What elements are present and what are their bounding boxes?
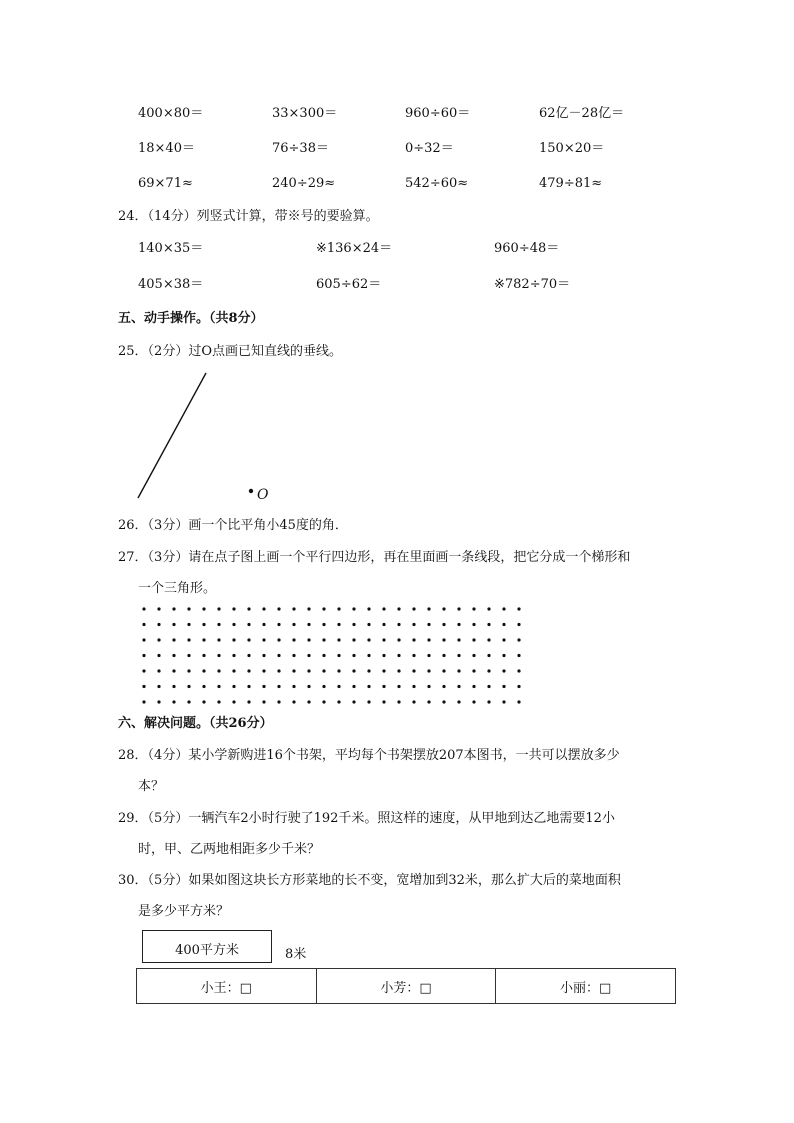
grid-dot[interactable] (247, 607, 250, 610)
grid-dot[interactable] (187, 685, 190, 688)
grid-dot[interactable] (292, 685, 295, 688)
grid-dot[interactable] (367, 700, 370, 703)
grid-dot[interactable] (187, 607, 190, 610)
grid-dot[interactable] (157, 623, 160, 626)
grid-dot[interactable] (172, 654, 175, 657)
grid-dot[interactable] (262, 607, 265, 610)
grid-dot[interactable] (472, 607, 475, 610)
grid-dot[interactable] (352, 700, 355, 703)
grid-dot[interactable] (142, 623, 145, 626)
calc-r2-c3: 479÷81≈ (539, 176, 603, 191)
grid-dot[interactable] (322, 669, 325, 672)
grid-dot[interactable] (472, 700, 475, 703)
grid-dot[interactable] (307, 685, 310, 688)
grid-dot[interactable] (232, 607, 235, 610)
grid-dot[interactable] (487, 654, 490, 657)
grid-dot[interactable] (217, 654, 220, 657)
answer-table (136, 968, 676, 1004)
grid-dot[interactable] (502, 654, 505, 657)
grid-dot[interactable] (472, 623, 475, 626)
question-25: 25．（2分）过O点画已知直线的垂线。 (118, 344, 342, 359)
grid-dot[interactable] (517, 700, 520, 703)
grid-dot[interactable] (172, 607, 175, 610)
calc-r1-c3: 150×20＝ (539, 141, 605, 156)
plot-area-label: 400平方米 (175, 943, 239, 958)
grid-dot[interactable] (367, 669, 370, 672)
grid-dot[interactable] (337, 623, 340, 626)
grid-dot[interactable] (262, 654, 265, 657)
question-29-line2: 时，甲、乙两地相距多少千米？ (138, 842, 321, 857)
dot-grid[interactable] (140, 605, 525, 705)
grid-dot[interactable] (322, 685, 325, 688)
grid-dot[interactable] (457, 607, 460, 610)
grid-dot[interactable] (172, 700, 175, 703)
calc-r1-c1: 76÷38＝ (272, 141, 329, 156)
grid-dot[interactable] (517, 685, 520, 688)
grid-dot[interactable] (337, 607, 340, 610)
grid-dot[interactable] (187, 700, 190, 703)
grid-dot[interactable] (517, 607, 520, 610)
grid-dot[interactable] (427, 685, 430, 688)
grid-dot[interactable] (292, 607, 295, 610)
grid-dot[interactable] (142, 685, 145, 688)
grid-dot[interactable] (457, 638, 460, 641)
grid-dot[interactable] (262, 700, 265, 703)
calc-r2-c1: 240÷29≈ (272, 176, 336, 191)
grid-dot[interactable] (142, 654, 145, 657)
grid-dot[interactable] (427, 638, 430, 641)
grid-dot[interactable] (487, 638, 490, 641)
grid-dot[interactable] (307, 669, 310, 672)
question-30-line1: 30．（5分）如果如图这块长方形菜地的长不变，宽增加到32米，那么扩大后的菜地面积 (118, 873, 621, 888)
grid-dot[interactable] (187, 623, 190, 626)
grid-dot[interactable] (232, 669, 235, 672)
grid-dot[interactable] (397, 669, 400, 672)
section-title-5: 五、动手操作。（共8分） (118, 311, 264, 326)
calc-r1-c0: 18×40＝ (138, 141, 195, 156)
point-o-label: O (257, 487, 269, 503)
grid-dot[interactable] (442, 638, 445, 641)
grid-dot[interactable] (142, 607, 145, 610)
calc-r1-c2: 0÷32＝ (405, 141, 454, 156)
grid-dot[interactable] (352, 669, 355, 672)
grid-dot[interactable] (487, 685, 490, 688)
grid-dot[interactable] (217, 685, 220, 688)
grid-dot[interactable] (202, 654, 205, 657)
grid-dot[interactable] (472, 685, 475, 688)
grid-dot[interactable] (337, 638, 340, 641)
grid-dot[interactable] (442, 669, 445, 672)
grid-dot[interactable] (217, 669, 220, 672)
grid-dot[interactable] (247, 638, 250, 641)
grid-dot[interactable] (277, 685, 280, 688)
grid-dot[interactable] (232, 685, 235, 688)
grid-dot[interactable] (217, 607, 220, 610)
grid-dot[interactable] (502, 685, 505, 688)
calc-r0-c3: 62亿－28亿＝ (539, 106, 625, 121)
grid-dot[interactable] (172, 669, 175, 672)
q24-r0-c2: 960÷48＝ (494, 241, 560, 256)
grid-dot[interactable] (427, 669, 430, 672)
grid-dot[interactable] (277, 700, 280, 703)
calc-r2-c0: 69×71≈ (138, 176, 193, 191)
grid-dot[interactable] (337, 654, 340, 657)
grid-dot[interactable] (307, 607, 310, 610)
vegetable-plot-rect (142, 930, 272, 963)
question-26: 26．（3分）画一个比平角小45度的角． (118, 518, 348, 533)
grid-dot[interactable] (442, 685, 445, 688)
q24-r0-c1: ※136×24＝ (316, 241, 393, 256)
grid-dot[interactable] (397, 638, 400, 641)
grid-dot[interactable] (322, 623, 325, 626)
grid-dot[interactable] (457, 700, 460, 703)
grid-dot[interactable] (157, 638, 160, 641)
grid-dot[interactable] (397, 623, 400, 626)
grid-dot[interactable] (307, 654, 310, 657)
grid-dot[interactable] (517, 654, 520, 657)
grid-dot[interactable] (232, 700, 235, 703)
grid-dot[interactable] (337, 685, 340, 688)
grid-dot[interactable] (292, 638, 295, 641)
grid-dot[interactable] (442, 654, 445, 657)
grid-dot[interactable] (382, 654, 385, 657)
grid-dot[interactable] (187, 638, 190, 641)
grid-dot[interactable] (457, 685, 460, 688)
grid-dot[interactable] (502, 638, 505, 641)
calc-r0-c1: 33×300＝ (272, 106, 338, 121)
grid-dot[interactable] (277, 638, 280, 641)
grid-dot[interactable] (262, 669, 265, 672)
answer-cell-xiaofang[interactable]: 小芳：□ (316, 969, 496, 1004)
grid-dot[interactable] (502, 669, 505, 672)
grid-dot[interactable] (427, 654, 430, 657)
answer-cell-xiaowang[interactable]: 小王：□ (137, 969, 317, 1004)
grid-dot[interactable] (142, 638, 145, 641)
question-27-line2: 一个三角形。 (138, 581, 217, 596)
grid-dot[interactable] (472, 638, 475, 641)
grid-dot[interactable] (247, 623, 250, 626)
grid-dot[interactable] (517, 669, 520, 672)
question-27-line1: 27．（3分）请在点子图上画一个平行四边形，再在里面画一条线段，把它分成一个梯形和 (118, 550, 631, 565)
question-24: 24．（14分）列竖式计算，带※号的要验算。 (118, 209, 379, 224)
grid-dot[interactable] (307, 623, 310, 626)
grid-dot[interactable] (382, 700, 385, 703)
grid-dot[interactable] (277, 607, 280, 610)
grid-dot[interactable] (517, 623, 520, 626)
grid-dot[interactable] (202, 669, 205, 672)
grid-dot[interactable] (157, 607, 160, 610)
grid-dot[interactable] (412, 669, 415, 672)
grid-dot[interactable] (412, 607, 415, 610)
grid-dot[interactable] (322, 607, 325, 610)
grid-dot[interactable] (322, 654, 325, 657)
grid-dot[interactable] (247, 654, 250, 657)
grid-dot[interactable] (427, 607, 430, 610)
grid-dot[interactable] (427, 623, 430, 626)
grid-dot[interactable] (292, 700, 295, 703)
grid-dot[interactable] (352, 623, 355, 626)
question-29-line1: 29．（5分）一辆汽车2小时行驶了192千米。照这样的速度，从甲地到达乙地需要12小 (118, 811, 615, 826)
grid-dot[interactable] (322, 700, 325, 703)
grid-dot[interactable] (217, 638, 220, 641)
grid-dot[interactable] (457, 669, 460, 672)
q25-figure (130, 370, 280, 505)
grid-dot[interactable] (142, 669, 145, 672)
grid-dot[interactable] (457, 654, 460, 657)
grid-dot[interactable] (307, 638, 310, 641)
grid-dot[interactable] (247, 685, 250, 688)
grid-dot[interactable] (352, 607, 355, 610)
q24-r1-c2: ※782÷70＝ (494, 277, 571, 292)
grid-dot[interactable] (202, 700, 205, 703)
grid-dot[interactable] (382, 607, 385, 610)
grid-dot[interactable] (352, 638, 355, 641)
grid-dot[interactable] (277, 623, 280, 626)
grid-dot[interactable] (487, 623, 490, 626)
grid-dot[interactable] (487, 669, 490, 672)
grid-dot[interactable] (247, 700, 250, 703)
grid-dot[interactable] (172, 685, 175, 688)
grid-dot[interactable] (487, 607, 490, 610)
grid-dot[interactable] (142, 700, 145, 703)
grid-dot[interactable] (337, 669, 340, 672)
answer-cell-xiaoli[interactable]: 小丽：□ (496, 969, 676, 1004)
grid-dot[interactable] (157, 700, 160, 703)
grid-dot[interactable] (502, 607, 505, 610)
grid-dot[interactable] (262, 685, 265, 688)
grid-dot[interactable] (487, 700, 490, 703)
grid-dot[interactable] (442, 700, 445, 703)
grid-dot[interactable] (277, 669, 280, 672)
grid-dot[interactable] (397, 607, 400, 610)
grid-dot[interactable] (382, 669, 385, 672)
grid-dot[interactable] (352, 654, 355, 657)
grid-dot[interactable] (412, 654, 415, 657)
question-28-line1: 28．（4分）某小学新购进16个书架，平均每个书架摆放207本图书，一共可以摆放多少 (118, 748, 620, 763)
q24-r1-c1: 605÷62＝ (316, 277, 382, 292)
grid-dot[interactable] (397, 700, 400, 703)
grid-dot[interactable] (217, 623, 220, 626)
grid-dot[interactable] (247, 669, 250, 672)
section-title-6: 六、解决问题。（共26分） (118, 716, 273, 731)
grid-dot[interactable] (337, 700, 340, 703)
q24-r1-c0: 405×38＝ (138, 277, 204, 292)
grid-dot[interactable] (367, 685, 370, 688)
grid-dot[interactable] (382, 638, 385, 641)
question-28-line2: 本？ (138, 779, 165, 794)
grid-dot[interactable] (367, 654, 370, 657)
calc-r0-c2: 960÷60＝ (405, 106, 471, 121)
grid-dot[interactable] (322, 638, 325, 641)
grid-dot[interactable] (187, 669, 190, 672)
grid-dot[interactable] (382, 685, 385, 688)
calc-r2-c2: 542÷60≈ (405, 176, 469, 191)
q24-r0-c0: 140×35＝ (138, 241, 204, 256)
grid-dot[interactable] (202, 607, 205, 610)
grid-dot[interactable] (277, 654, 280, 657)
grid-dot[interactable] (367, 623, 370, 626)
grid-dot[interactable] (412, 623, 415, 626)
grid-dot[interactable] (292, 654, 295, 657)
grid-dot[interactable] (502, 623, 505, 626)
grid-dot[interactable] (517, 638, 520, 641)
grid-dot[interactable] (172, 623, 175, 626)
grid-dot[interactable] (262, 623, 265, 626)
grid-dot[interactable] (232, 654, 235, 657)
grid-dot[interactable] (202, 638, 205, 641)
grid-dot[interactable] (442, 607, 445, 610)
grid-dot[interactable] (472, 669, 475, 672)
grid-dot[interactable] (292, 623, 295, 626)
point-o (249, 489, 253, 493)
grid-dot[interactable] (187, 654, 190, 657)
calc-r0-c0: 400×80＝ (138, 106, 204, 121)
grid-dot[interactable] (427, 700, 430, 703)
grid-dot[interactable] (352, 685, 355, 688)
grid-dot[interactable] (382, 623, 385, 626)
grid-dot[interactable] (472, 654, 475, 657)
grid-dot[interactable] (172, 638, 175, 641)
grid-dot[interactable] (457, 623, 460, 626)
grid-dot[interactable] (217, 700, 220, 703)
grid-dot[interactable] (367, 638, 370, 641)
grid-dot[interactable] (397, 654, 400, 657)
grid-dot[interactable] (232, 638, 235, 641)
grid-dot[interactable] (502, 700, 505, 703)
grid-dot[interactable] (232, 623, 235, 626)
grid-dot[interactable] (397, 685, 400, 688)
grid-dot[interactable] (412, 685, 415, 688)
grid-dot[interactable] (442, 623, 445, 626)
grid-dot[interactable] (202, 623, 205, 626)
grid-dot[interactable] (367, 607, 370, 610)
grid-dot[interactable] (157, 654, 160, 657)
grid-dot[interactable] (262, 638, 265, 641)
grid-dot[interactable] (307, 700, 310, 703)
grid-dot[interactable] (412, 700, 415, 703)
grid-dot[interactable] (157, 685, 160, 688)
given-line (138, 373, 206, 498)
question-30-line2: 是多少平方米？ (138, 904, 230, 919)
plot-width-label: 8米 (285, 947, 307, 962)
grid-dot[interactable] (292, 669, 295, 672)
grid-dot[interactable] (202, 685, 205, 688)
grid-dot[interactable] (157, 669, 160, 672)
grid-dot[interactable] (412, 638, 415, 641)
